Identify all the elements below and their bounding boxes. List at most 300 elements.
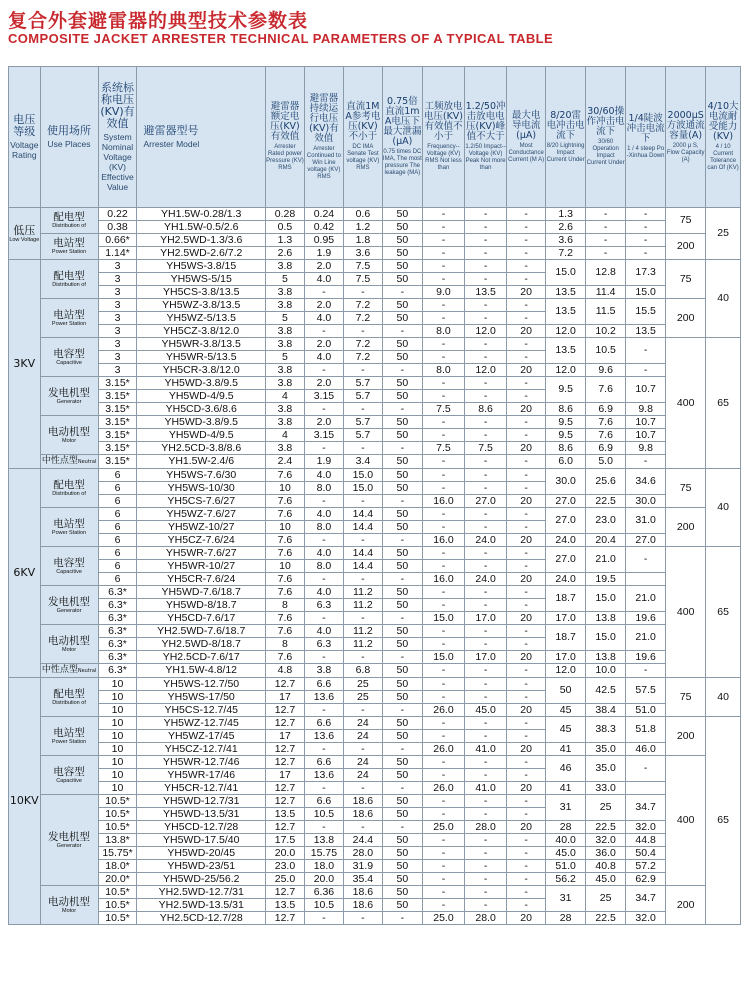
data-cell: - [382,442,422,455]
column-header [304,67,343,208]
table-row [9,821,741,834]
data-cell: 17 [265,691,304,704]
data-cell: 0.24 [304,208,343,221]
data-cell: 3 [98,351,137,364]
data-cell: - [465,664,507,678]
use-place-zh: 电站型 [53,308,85,321]
data-cell: - [422,221,464,234]
data-cell: 7.6 [586,416,626,429]
data-cell: 17.0 [465,612,507,625]
data-cell: 50 [382,521,422,534]
data-cell: 15.0 [422,612,464,625]
data-cell: 10.5* [98,795,137,808]
data-cell: 10 [265,560,304,573]
use-place-en: Power Station [51,738,87,745]
data-cell: 10 [98,769,137,782]
data-cell: - [422,730,464,743]
data-cell: - [422,260,464,273]
data-cell: - [507,847,546,860]
data-cell: - [507,312,546,325]
data-cell: 50 [382,717,422,730]
data-cell: 1.3 [546,208,586,221]
use-place-en: Power Station [51,249,87,255]
data-cell: - [422,560,464,573]
data-cell: - [465,560,507,573]
use-place-zh: 电容型 [53,765,85,778]
use-place-en: Generator [56,607,82,614]
data-cell: 24.0 [465,534,507,547]
data-cell: - [382,325,422,338]
data-cell: 25 [343,678,382,691]
data-cell: 13.6 [304,691,343,704]
data-cell: 400 [666,756,706,886]
data-cell: 7.5 [422,403,464,416]
data-cell: 3 [98,260,137,273]
data-cell: 28 [546,912,586,925]
data-cell: 50 [382,299,422,312]
data-cell: 17.0 [465,651,507,664]
data-cell: - [465,416,507,429]
data-cell: 18.7 [546,586,586,612]
column-header-en: System Nominal Voltage (KV) Effective Value [101,132,134,192]
data-cell: 13.8 [586,612,626,625]
data-cell: 30.0 [546,469,586,495]
use-place-en: Distribution of [52,223,86,229]
data-cell: 5.0 [586,455,626,469]
arrester-model-cell: YH5WR-3.8/13.5 [137,338,265,351]
data-cell: 10.5* [98,808,137,821]
data-cell: 3.8 [265,364,304,377]
data-cell: 45 [546,717,586,743]
data-cell: 1.14* [98,247,137,260]
data-cell: 7.6 [265,625,304,638]
data-cell: 18.6 [343,886,382,899]
data-cell: 50 [382,664,422,678]
voltage-rating-en: Low Voltage [9,236,40,243]
data-cell: 28.0 [343,847,382,860]
data-cell: 10.5 [304,808,343,821]
data-cell: - [465,547,507,560]
data-cell: 50 [382,769,422,782]
data-cell: 21.0 [586,547,626,573]
data-cell: 38.4 [586,704,626,717]
column-header-en: DC IMA Senate Test voltage (KV) RMS [346,144,380,171]
table-row [9,534,741,547]
data-cell: 14.4 [343,521,382,534]
data-cell: 6 [98,508,137,521]
data-cell: 35.4 [343,873,382,886]
data-cell: 9.8 [626,442,666,455]
data-cell: 6.6 [304,717,343,730]
table-row [9,651,741,664]
data-cell: - [586,247,626,260]
data-cell: 8.0 [422,325,464,338]
data-cell: - [507,455,546,469]
data-cell: 24 [343,756,382,769]
data-cell: 7.6 [586,377,626,403]
data-cell: 32.0 [586,834,626,847]
table-row [9,860,741,873]
data-cell: - [422,769,464,782]
data-cell: - [422,455,464,469]
column-header [666,67,706,208]
data-cell: 3.8 [265,260,304,273]
data-cell: 6 [98,469,137,482]
use-place-cell [40,756,98,795]
data-cell: 50 [382,586,422,599]
arrester-model-cell: YH5WD-23/51 [137,860,265,873]
data-cell: 27.0 [465,495,507,508]
data-cell: 34.7 [626,795,666,821]
data-cell: - [465,899,507,912]
data-cell: 50 [382,221,422,234]
data-cell: 8.6 [546,403,586,416]
use-place-en: Motor [62,437,77,444]
column-header [507,67,546,208]
data-cell: 7.6 [265,495,304,508]
column-header [706,67,741,208]
data-cell: 10 [265,521,304,534]
column-header [9,67,41,208]
arrester-model-cell: YH5WZ-3.8/13.5 [137,299,265,312]
data-cell: - [507,416,546,429]
arrester-model-cell: YH5CS-7.6/27 [137,495,265,508]
use-place-zh: 发电机型 [48,595,91,608]
data-cell: - [422,351,464,364]
data-cell: 13.8* [98,834,137,847]
column-header-en: 0.75 times DC IMA, The most pressure The leakage (MA) [382,149,422,176]
data-cell: - [507,756,546,769]
data-cell: - [382,364,422,377]
data-cell: 31.9 [343,860,382,873]
data-cell: 50 [382,208,422,221]
data-cell: - [626,221,666,234]
data-cell: 20 [507,912,546,925]
data-cell: 0.42 [304,221,343,234]
use-place-zh: 电站型 [53,237,85,249]
data-cell: 19.5 [586,573,626,586]
data-cell: 6 [98,534,137,547]
data-cell: 3.15* [98,442,137,455]
data-cell: 50 [382,886,422,899]
data-cell: - [343,403,382,416]
column-header-zh: 30/60操作冲击电流下 [586,106,625,137]
data-cell: 50 [382,625,422,638]
column-header [422,67,464,208]
data-cell: 12.0 [465,325,507,338]
data-cell: 10.7 [626,416,666,429]
data-cell: 6 [98,495,137,508]
data-cell: 25 [586,795,626,821]
use-place-en: Power Station [51,320,87,327]
arrester-model-cell: YH2.5WD-2.6/7.2 [137,247,265,260]
table-row [9,325,741,338]
data-cell: 7.6 [265,651,304,664]
data-cell: - [422,599,464,612]
data-cell: - [422,860,464,873]
data-cell: 26.0 [422,782,464,795]
data-cell: - [465,756,507,769]
table-row [9,678,741,691]
arrester-model-cell: YH5WZ-17/45 [137,730,265,743]
use-place-zh: 配电型 [53,211,85,223]
data-cell: - [422,299,464,312]
data-cell: - [304,912,343,925]
data-cell: 50 [382,547,422,560]
data-cell: 31 [546,795,586,821]
data-cell: - [507,351,546,364]
data-cell: - [465,312,507,325]
data-cell: 50 [382,312,422,325]
data-cell: 11.5 [586,299,626,325]
data-cell: - [507,560,546,573]
data-cell: - [465,834,507,847]
data-cell: 57.2 [626,860,666,873]
data-cell: 23.0 [265,860,304,873]
arrester-model-cell: YH2.5CD-3.8/8.6 [137,442,265,455]
table-row [9,364,741,377]
data-cell: 20 [507,325,546,338]
use-place-en: Distribution of [52,699,86,706]
data-cell: 50 [382,508,422,521]
data-cell: 14.4 [343,547,382,560]
column-header-en: Arrester Continued to Win Line voltage (KV) RMS [306,145,341,180]
data-cell [626,573,666,586]
use-place-en: Generator [56,398,82,405]
data-cell: - [465,886,507,899]
data-cell: 8.0 [304,482,343,495]
data-cell: - [304,573,343,586]
use-place-zh: 电容型 [53,347,85,360]
data-cell: 18.0 [304,860,343,873]
data-cell: 20 [507,403,546,416]
use-place-en: Distribution of [52,490,86,497]
data-cell: - [465,873,507,886]
data-cell: 2.0 [304,338,343,351]
data-cell: 44.8 [626,834,666,847]
data-cell: 75 [666,208,706,234]
data-cell: 2.4 [265,455,304,469]
data-cell: 400 [666,547,706,678]
data-cell: - [304,495,343,508]
table-row [9,221,741,234]
data-cell: 13.6 [304,730,343,743]
data-cell: 31.0 [626,508,666,534]
table-row [9,912,741,925]
data-cell: 6 [98,560,137,573]
data-cell: - [304,364,343,377]
data-cell: - [507,717,546,730]
data-cell: 65 [706,717,741,925]
data-cell: - [422,638,464,651]
data-cell: 0.22 [98,208,137,221]
data-cell: 17.0 [546,612,586,625]
arrester-model-cell: YH2.5WD-12.7/31 [137,886,265,899]
data-cell: 17 [265,769,304,782]
data-cell: - [465,521,507,534]
arrester-model-cell: YH2.5WD-1.3/3.6 [137,234,265,247]
data-cell: 3.15* [98,403,137,416]
data-cell: 3 [98,286,137,299]
arrester-model-cell: YH5CS-12.7/45 [137,704,265,717]
column-header-zh: 使用场所 [47,124,92,137]
data-cell: - [507,247,546,260]
column-header [98,67,137,208]
data-cell: 31 [546,886,586,912]
arrester-model-cell: YH2.5CD-7.6/17 [137,651,265,664]
data-cell: - [422,390,464,403]
data-cell: - [507,873,546,886]
column-header-en: Arrester Model [143,139,200,149]
arrester-model-cell: YH1.5W-0.5/2.6 [137,221,265,234]
data-cell: - [343,912,382,925]
data-cell: 25 [586,886,626,912]
data-cell: 20 [507,442,546,455]
data-cell: 28.0 [465,821,507,834]
data-cell: 13.8 [586,651,626,664]
table-row [9,743,741,756]
data-cell: 7.6 [265,586,304,599]
data-cell: - [465,625,507,638]
use-place-en: Distribution of [52,281,86,288]
data-cell: - [422,416,464,429]
data-cell: 15.0 [422,651,464,664]
data-cell: 10.7 [626,429,666,442]
data-cell: - [304,612,343,625]
arrester-model-cell: YH5CD-12.7/28 [137,821,265,834]
voltage-rating: 低压 [13,223,36,237]
data-cell: 3.6 [343,247,382,260]
data-cell: - [343,821,382,834]
data-cell: - [422,899,464,912]
data-cell: 3 [98,364,137,377]
column-header-zh: 避雷器型号 [143,124,199,137]
data-cell: 3.8 [265,377,304,390]
data-cell: 6.3* [98,625,137,638]
data-cell: - [422,338,464,351]
data-cell: 45.0 [586,873,626,886]
arrester-model-cell: YH5WD-3.8/9.5 [137,416,265,429]
data-cell: 20 [507,704,546,717]
data-cell: - [465,508,507,521]
table-row [9,429,741,442]
data-cell: 21.0 [626,625,666,651]
data-cell: 30.0 [626,495,666,508]
arrester-model-cell: YH5WZ-7.6/27 [137,508,265,521]
data-cell: - [304,651,343,664]
table-row [9,717,741,730]
data-cell: 3.8 [265,299,304,312]
table-body [9,208,741,925]
data-cell: 11.2 [343,638,382,651]
data-cell: 200 [666,717,706,756]
data-cell: 16.0 [422,534,464,547]
data-cell: - [626,208,666,221]
column-header-en: Most Conductance Current (M A) [508,142,545,163]
arrester-parameter-table [8,66,741,925]
data-cell: 9.0 [422,286,464,299]
use-place-cell [40,625,98,664]
data-cell: 50 [382,678,422,691]
data-cell: 4.0 [304,351,343,364]
data-cell: - [465,234,507,247]
data-cell: 7.6 [265,573,304,586]
data-cell: 10.5 [304,899,343,912]
data-cell: - [507,338,546,351]
use-place-en: Neutral [77,459,97,465]
data-cell: 56.2 [546,873,586,886]
data-cell: 13.5 [546,299,586,325]
table-row [9,664,741,678]
use-place-cell [40,455,98,469]
data-cell: - [507,678,546,691]
use-place-zh: 电站型 [53,517,85,530]
data-cell: - [343,782,382,795]
table-row [9,403,741,416]
data-cell: 18.7 [546,625,586,651]
table-row [9,442,741,455]
data-cell: 50.4 [626,847,666,860]
arrester-model-cell: YH5WD-8/18.7 [137,599,265,612]
data-cell: 12.7 [265,743,304,756]
data-cell: 11.4 [586,286,626,299]
table-row [9,782,741,795]
data-cell: 4.0 [304,547,343,560]
arrester-model-cell: YH5WR-12.7/46 [137,756,265,769]
data-cell: 5.7 [343,377,382,390]
arrester-model-cell: YH5CZ-7.6/24 [137,534,265,547]
data-cell: 75 [666,469,706,508]
column-header-zh: 0.75倍直流1mA电压下最大泄漏(μA) [383,96,422,147]
use-place-en: Capacitive [56,568,82,575]
data-cell: 3.6 [546,234,586,247]
column-header-zh: 直流1MA参考电压(KV)不小于 [345,101,381,142]
column-header-zh: 避雷器额定电压(KV)有效值 [270,101,300,142]
data-cell: 13.5 [265,899,304,912]
use-place [42,665,96,675]
arrester-model-cell: YH5WR-5/13.5 [137,351,265,364]
data-cell: 6.3 [304,599,343,612]
column-header-zh: 4/10大电流耐受能力(KV) [707,101,739,142]
data-cell: 20 [507,534,546,547]
data-cell: - [422,208,464,221]
data-cell: 4.0 [304,469,343,482]
data-cell: 10 [98,717,137,730]
data-cell: 51.0 [546,860,586,873]
data-cell: 18.6 [343,808,382,821]
data-cell: - [382,704,422,717]
data-cell: 8.6 [546,442,586,455]
data-cell: 35.0 [586,743,626,756]
arrester-model-cell: YH5WD-13.5/31 [137,808,265,821]
data-cell: 1.3 [265,234,304,247]
data-cell: 7.2 [343,299,382,312]
data-cell: 22.5 [586,912,626,925]
data-cell: 10 [98,743,137,756]
data-cell: - [343,534,382,547]
data-cell: 1.9 [304,455,343,469]
data-cell: 10.5* [98,886,137,899]
data-cell: 12.0 [546,325,586,338]
data-cell: 20.0 [265,847,304,860]
data-cell: 2.0 [304,260,343,273]
data-cell: 7.6 [265,547,304,560]
data-cell: 3 [98,273,137,286]
data-cell: 27.0 [546,495,586,508]
data-cell: 18.6 [343,795,382,808]
data-cell: 20 [507,651,546,664]
data-cell: - [343,495,382,508]
